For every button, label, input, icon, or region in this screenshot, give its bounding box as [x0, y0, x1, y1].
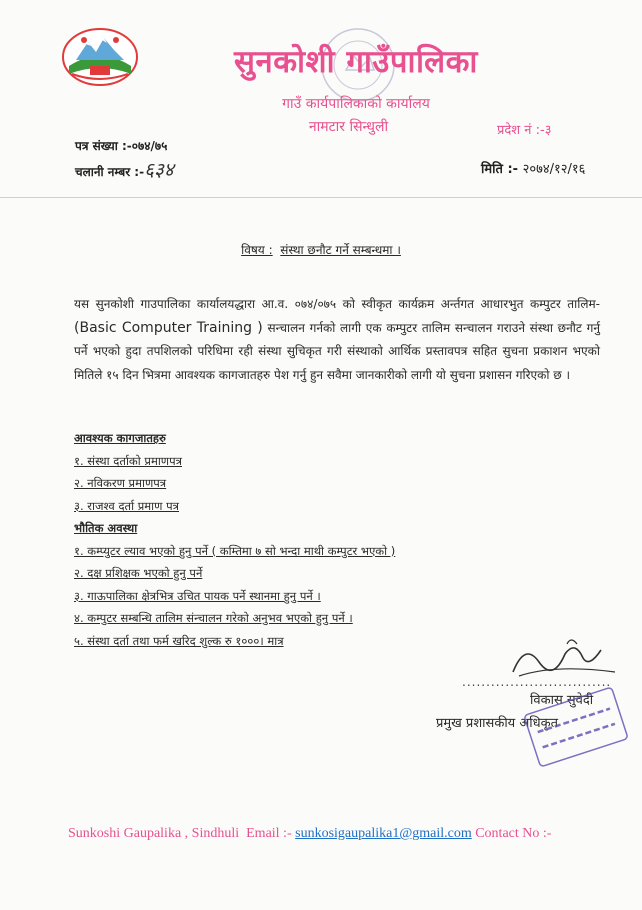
- date-value: २०७४/१२/१६: [522, 162, 586, 177]
- letter-number-label: पत्र संख्या :-: [75, 139, 132, 153]
- list-item: ३. राजश्व दर्ता प्रमाण पत्र: [74, 498, 179, 513]
- list-item: ५. संस्था दर्ता तथा फर्म खरिद शुल्क रु १०००। मात्र: [74, 633, 284, 648]
- letter-number-row: [75, 137, 167, 154]
- notice-body: [74, 293, 600, 387]
- dispatch-number-row: [75, 156, 174, 182]
- dispatch-number-value: ६३४: [144, 159, 174, 181]
- body-part-1: यस सुनकोशी गाउपालिका कार्यालयद्धारा आ.व. ०७४/०७५ को स्वीकृत कार्यक्रम अर्न्तगत आधारभुत कम्पुटर तालिम-: [74, 297, 600, 311]
- footer-org: Sunkoshi Gaupalika , Sindhuli: [68, 826, 240, 841]
- documents-heading: आवश्यक कागजातहरु: [74, 431, 166, 445]
- subject-text: संस्था छनौट गर्ने सम्बन्धमा ।: [280, 243, 401, 257]
- list-item: १. संस्था दर्ताको प्रमाणपत्र: [74, 453, 182, 468]
- physical-heading: भौतिक अवस्था: [74, 521, 138, 535]
- subject-label: विषय :: [241, 243, 273, 257]
- signatory-post: प्रमुख प्रशासकीय अधिकृत: [436, 716, 559, 731]
- office-name: गाउँ कार्यपालिकाको कार्यालय: [282, 96, 430, 112]
- date-label: मिति :-: [481, 162, 519, 177]
- office-address: नामटार सिन्धुली: [308, 119, 389, 135]
- footer-email-label: Email :-: [246, 826, 292, 841]
- signature-line: ...............................: [462, 675, 612, 689]
- body-part-2: सन्चालन गर्नको लागी एक कम्पुटर तालिम सन्चालन गराउने संस्था छनौट गर्नु पर्ने भएको हुदा तपशिलको परिधिमा रही संस्था सुचिकृत गरी संस्थाको आर्थिक प्रस्तावपत्र सहित सुचना प्रकाशन भएको मितिले १५ दिन भित्रमा आवश्यक कागजातहरु पेश गर्नु हुन सवैमा जानकारीको लागी यो सुचना प्रशासन गरिएको छ ।: [74, 320, 601, 382]
- list-item: २. दक्ष प्रशिक्षक भएको हुनु पर्ने: [74, 566, 203, 580]
- page-title: सुनकोशी गाउँपालिका: [234, 44, 478, 80]
- province-label: प्रदेश नं :-३: [497, 123, 552, 138]
- documents-section: [74, 427, 395, 652]
- footer: [68, 826, 551, 842]
- body-english-term: (Basic Computer Training ): [74, 319, 263, 336]
- list-item: १. कम्प्युटर ल्याव भएको हुनु पर्ने ( कम्तिमा ७ सो भन्दा माथी कम्पुटर भएको ): [74, 543, 396, 558]
- header-divider: [0, 197, 642, 198]
- signatory-name: विकास सुवेदी: [530, 693, 594, 708]
- list-item: ३. गाऊपालिका क्षेत्रभित्र उचित पायक पर्ने स्थानमा हुनु पर्ने ।: [74, 588, 321, 603]
- subject-line: [0, 241, 642, 258]
- date-row: [481, 159, 585, 177]
- list-item: २. नविकरण प्रमाणपत्र: [74, 476, 167, 490]
- dispatch-number-label: चलानी नम्बर :-: [75, 165, 145, 179]
- letter-number-value: ०७४/७५: [131, 139, 168, 153]
- list-item: ४. कम्पुटर सम्बन्धि तालिम संन्चालन गरेको अनुभव भएको हुनु पर्ने ।: [74, 611, 353, 625]
- footer-contact-label: Contact No :-: [475, 826, 552, 841]
- footer-email-link[interactable]: sunkosigaupalika1@gmail.com: [295, 826, 472, 841]
